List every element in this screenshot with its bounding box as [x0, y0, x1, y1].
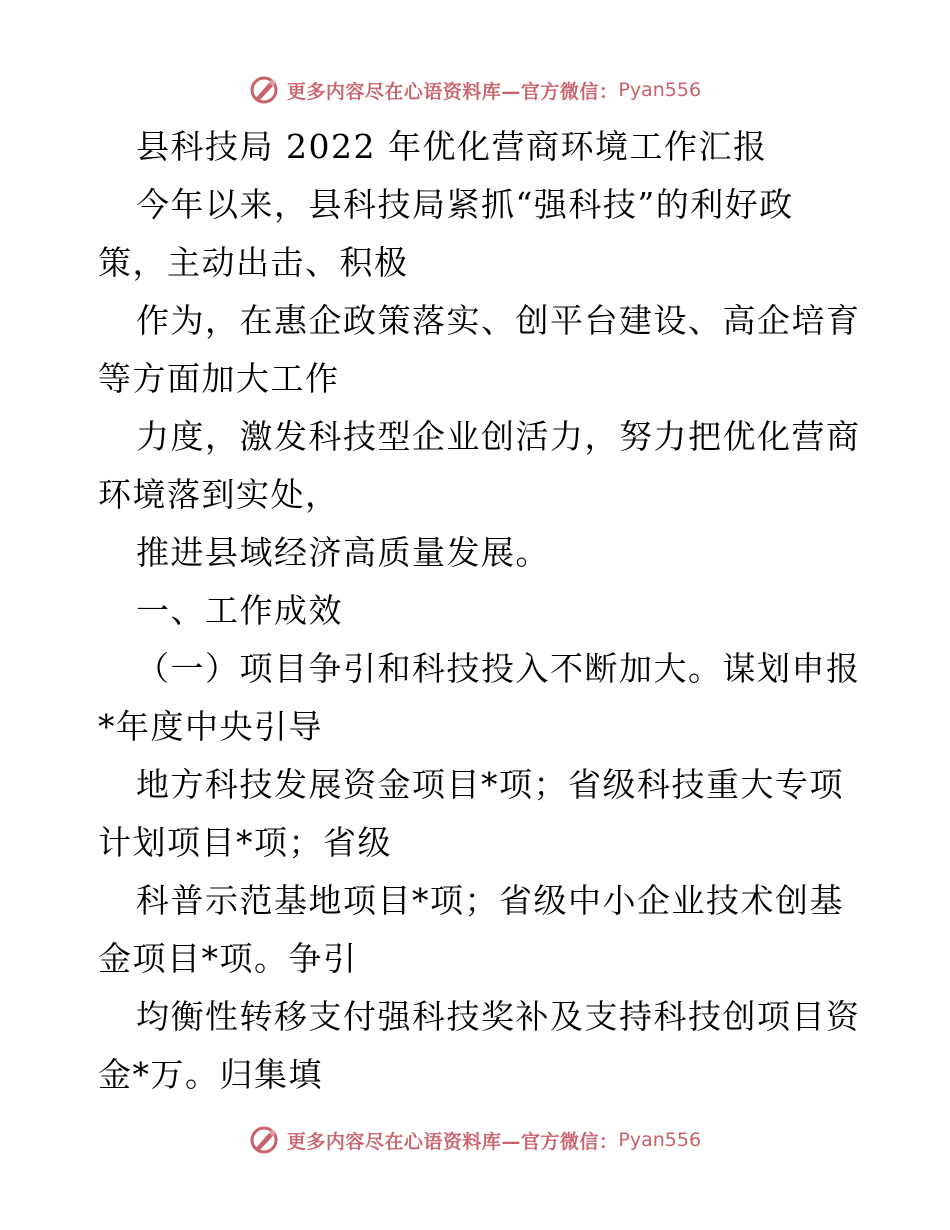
footer-watermark — [0, 1120, 950, 1160]
watermark-wechat-id: Pyan556 — [618, 79, 702, 101]
pen-logo-icon — [249, 75, 279, 105]
text-line: 力度，激发科技型企业创活力，努力把优化营商 — [136, 417, 861, 456]
text-line: 均衡性转移支付强科技奖补及支持科技创项目资 — [136, 997, 861, 1036]
watermark-text: 更多内容尽在心语资料库—官方微信： — [286, 1130, 619, 1153]
text-line: 科普示范基地项目*项；省级中小企业技术创基 — [136, 881, 844, 920]
text-line: 作为，在惠企政策落实、创平台建设、高企培育 — [136, 301, 861, 340]
text-line: 计划项目*项；省级 — [98, 823, 392, 862]
document-title: 县科技局 2022 年优化营商环境工作汇报 — [136, 127, 768, 166]
watermark-text: 更多内容尽在心语资料库—官方微信： — [286, 80, 619, 103]
text-line: *年度中央引导 — [98, 707, 323, 746]
text-line: 策，主动出击、积极 — [98, 243, 409, 282]
watermark-wechat-id: Pyan556 — [618, 1129, 702, 1151]
section-heading: 一、工作成效 — [136, 591, 343, 630]
text-line: 金项目*项。争引 — [98, 939, 358, 978]
text-line: 环境落到实处， — [98, 475, 340, 514]
text-line: 地方科技发展资金项目*项；省级科技重大专项 — [136, 765, 844, 804]
header-watermark — [0, 70, 950, 110]
subsection-heading: （一）项目争引和科技投入不断加大。谋划申报 — [136, 649, 861, 688]
pen-logo-icon — [249, 1125, 279, 1155]
document-body — [98, 118, 861, 1104]
text-line: 金*万。归集填 — [98, 1055, 323, 1094]
text-line: 推进县域经济高质量发展。 — [136, 533, 550, 572]
text-line: 今年以来，县科技局紧抓“强科技”的利好政 — [136, 185, 794, 224]
text-line: 等方面加大工作 — [98, 359, 340, 398]
